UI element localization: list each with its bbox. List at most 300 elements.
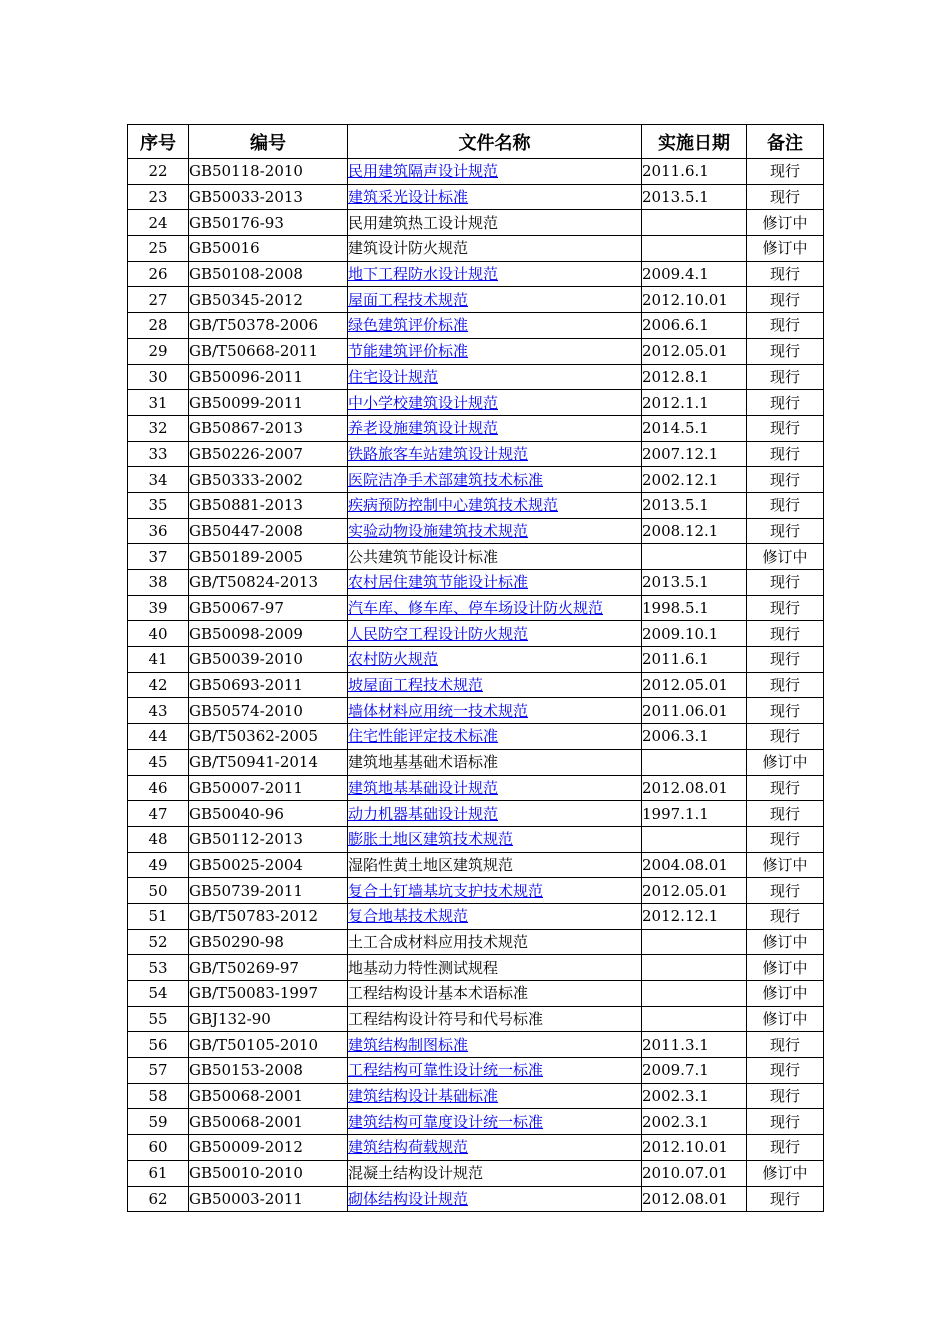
row-date-text: 2006.6.1 bbox=[642, 316, 709, 335]
row-seq-text: 29 bbox=[148, 342, 168, 361]
row-seq bbox=[128, 544, 189, 570]
row-date-text: 2013.5.1 bbox=[642, 188, 709, 207]
status-text: 现行 bbox=[769, 521, 800, 540]
row-name bbox=[348, 955, 642, 981]
row-code-text: GB50118-2010 bbox=[189, 162, 303, 181]
standard-link[interactable]: 住宅设计规范 bbox=[348, 367, 439, 386]
row-seq bbox=[128, 595, 189, 621]
table-row bbox=[128, 801, 824, 827]
row-code bbox=[189, 903, 348, 929]
status-text: 现行 bbox=[769, 419, 800, 438]
table-row bbox=[128, 647, 824, 673]
row-code bbox=[189, 159, 348, 185]
row-seq-text: 35 bbox=[148, 496, 168, 515]
row-seq-text: 45 bbox=[148, 753, 168, 772]
row-status bbox=[747, 390, 824, 416]
row-code bbox=[189, 441, 348, 467]
status-text: 现行 bbox=[769, 907, 800, 926]
row-date-text: 2014.5.1 bbox=[642, 419, 709, 438]
row-status bbox=[747, 903, 824, 929]
row-code-text: GB50067-97 bbox=[189, 599, 284, 618]
standard-link[interactable]: 养老设施建筑设计规范 bbox=[348, 419, 499, 438]
row-seq-text: 59 bbox=[148, 1112, 168, 1131]
table-body bbox=[128, 159, 824, 1212]
status-text: 修订中 bbox=[762, 958, 808, 977]
row-seq bbox=[128, 852, 189, 878]
row-code bbox=[189, 1186, 348, 1212]
row-seq bbox=[128, 287, 189, 313]
row-code bbox=[189, 929, 348, 955]
row-code-text: GB50009-2012 bbox=[189, 1138, 303, 1157]
row-seq bbox=[128, 338, 189, 364]
row-code bbox=[189, 698, 348, 724]
table-header-row bbox=[128, 125, 824, 159]
header-code: 编号 bbox=[189, 125, 348, 159]
standard-link[interactable]: 疾病预防控制中心建筑技术规范 bbox=[348, 496, 559, 515]
row-status bbox=[747, 1135, 824, 1161]
row-code-text: GB/T50269-97 bbox=[189, 958, 299, 977]
row-seq-text: 33 bbox=[148, 444, 168, 463]
row-seq bbox=[128, 826, 189, 852]
row-code bbox=[189, 313, 348, 339]
row-code-text: GB50693-2011 bbox=[189, 676, 303, 695]
status-text: 现行 bbox=[769, 188, 800, 207]
row-code-text: GB50033-2013 bbox=[189, 188, 303, 207]
row-date-text: 2009.10.1 bbox=[642, 624, 719, 643]
row-date bbox=[642, 775, 747, 801]
standard-link[interactable]: 复合地基技术规范 bbox=[348, 907, 469, 926]
row-date bbox=[642, 570, 747, 596]
table-row bbox=[128, 1032, 824, 1058]
status-text: 现行 bbox=[769, 1087, 800, 1106]
row-seq bbox=[128, 647, 189, 673]
row-date bbox=[642, 390, 747, 416]
row-code bbox=[189, 955, 348, 981]
status-text: 修订中 bbox=[762, 1164, 808, 1183]
row-seq-text: 46 bbox=[148, 778, 168, 797]
row-seq-text: 51 bbox=[148, 907, 168, 926]
status-text: 修订中 bbox=[762, 213, 808, 232]
status-text: 现行 bbox=[769, 804, 800, 823]
row-name bbox=[348, 672, 642, 698]
row-seq bbox=[128, 672, 189, 698]
row-name bbox=[348, 621, 642, 647]
row-date-text: 2012.10.01 bbox=[642, 1138, 728, 1157]
row-status bbox=[747, 210, 824, 236]
header-note: 备注 bbox=[747, 125, 824, 159]
row-seq bbox=[128, 929, 189, 955]
row-seq-text: 32 bbox=[148, 419, 168, 438]
row-seq bbox=[128, 1058, 189, 1084]
row-code bbox=[189, 775, 348, 801]
table-row bbox=[128, 210, 824, 236]
row-seq bbox=[128, 955, 189, 981]
row-name bbox=[348, 749, 642, 775]
table-row bbox=[128, 621, 824, 647]
row-seq bbox=[128, 441, 189, 467]
row-date-text: 2011.06.01 bbox=[642, 701, 728, 720]
row-status bbox=[747, 698, 824, 724]
standard-link[interactable]: 铁路旅客车站建筑设计规范 bbox=[348, 444, 529, 463]
status-text: 现行 bbox=[769, 1035, 800, 1054]
row-code-text: GB50447-2008 bbox=[189, 521, 303, 540]
standard-name: 土工合成材料应用技术规范 bbox=[348, 932, 529, 951]
standard-link[interactable]: 医院洁净手术部建筑技术标准 bbox=[348, 470, 544, 489]
row-seq-text: 41 bbox=[148, 650, 168, 669]
standard-link[interactable]: 农村居住建筑节能设计标准 bbox=[348, 573, 529, 592]
row-name bbox=[348, 1032, 642, 1058]
standard-link[interactable]: 复合土钉墙基坑支护技术规范 bbox=[348, 881, 544, 900]
row-code bbox=[189, 1058, 348, 1084]
table-row bbox=[128, 878, 824, 904]
row-date-text: 2012.1.1 bbox=[642, 393, 709, 412]
standard-name: 地基动力特性测试规程 bbox=[348, 958, 499, 977]
row-status bbox=[747, 775, 824, 801]
row-code-text: GB50345-2012 bbox=[189, 290, 303, 309]
row-seq bbox=[128, 364, 189, 390]
row-status bbox=[747, 544, 824, 570]
row-status bbox=[747, 313, 824, 339]
row-code bbox=[189, 261, 348, 287]
standard-name: 公共建筑节能设计标准 bbox=[348, 547, 499, 566]
status-text: 修订中 bbox=[762, 753, 808, 772]
row-code bbox=[189, 570, 348, 596]
row-date bbox=[642, 698, 747, 724]
row-code bbox=[189, 467, 348, 493]
row-date bbox=[642, 415, 747, 441]
row-date bbox=[642, 595, 747, 621]
table-row bbox=[128, 313, 824, 339]
table-row bbox=[128, 698, 824, 724]
row-seq-text: 53 bbox=[148, 958, 168, 977]
standard-link[interactable]: 地下工程防水设计规范 bbox=[348, 265, 499, 284]
standard-link[interactable]: 节能建筑评价标准 bbox=[348, 342, 469, 361]
row-seq-text: 44 bbox=[148, 727, 168, 746]
row-seq bbox=[128, 261, 189, 287]
row-code-text: GB50333-2002 bbox=[189, 470, 303, 489]
table-row bbox=[128, 955, 824, 981]
row-name bbox=[348, 1058, 642, 1084]
row-status bbox=[747, 878, 824, 904]
row-date bbox=[642, 1083, 747, 1109]
status-text: 现行 bbox=[769, 573, 800, 592]
row-code bbox=[189, 364, 348, 390]
row-status bbox=[747, 749, 824, 775]
status-text: 修订中 bbox=[762, 547, 808, 566]
row-status bbox=[747, 621, 824, 647]
standard-link[interactable]: 动力机器基础设计规范 bbox=[348, 804, 499, 823]
row-seq bbox=[128, 903, 189, 929]
row-seq-text: 31 bbox=[148, 393, 168, 412]
row-status bbox=[747, 826, 824, 852]
table-row bbox=[128, 544, 824, 570]
row-status bbox=[747, 467, 824, 493]
row-date bbox=[642, 801, 747, 827]
standard-link[interactable]: 膨胀土地区建筑技术规范 bbox=[348, 830, 514, 849]
status-text: 现行 bbox=[769, 650, 800, 669]
row-date bbox=[642, 313, 747, 339]
row-code-text: GB50096-2011 bbox=[189, 367, 303, 386]
standard-link[interactable]: 住宅性能评定技术标准 bbox=[348, 727, 499, 746]
row-name bbox=[348, 647, 642, 673]
status-text: 现行 bbox=[769, 830, 800, 849]
table-row bbox=[128, 1186, 824, 1212]
standard-link[interactable]: 农村防火规范 bbox=[348, 650, 439, 669]
row-status bbox=[747, 981, 824, 1007]
row-code-text: GB50574-2010 bbox=[189, 701, 303, 720]
row-code-text: GB50025-2004 bbox=[189, 855, 303, 874]
table-row bbox=[128, 1058, 824, 1084]
row-status bbox=[747, 801, 824, 827]
row-seq bbox=[128, 981, 189, 1007]
row-seq-text: 48 bbox=[148, 830, 168, 849]
table-row bbox=[128, 981, 824, 1007]
row-code-text: GB50010-2010 bbox=[189, 1164, 303, 1183]
table-row bbox=[128, 184, 824, 210]
row-name bbox=[348, 1083, 642, 1109]
row-code bbox=[189, 672, 348, 698]
status-text: 现行 bbox=[769, 162, 800, 181]
table-row bbox=[128, 441, 824, 467]
table-row bbox=[128, 1160, 824, 1186]
row-seq bbox=[128, 724, 189, 750]
row-status bbox=[747, 929, 824, 955]
table-row bbox=[128, 159, 824, 185]
table-row bbox=[128, 287, 824, 313]
standard-link[interactable]: 工程结构可靠性设计统一标准 bbox=[348, 1061, 544, 1080]
row-date bbox=[642, 184, 747, 210]
row-date-text: 2012.05.01 bbox=[642, 881, 728, 900]
standard-link[interactable]: 墙体材料应用统一技术规范 bbox=[348, 701, 529, 720]
row-date-text: 2009.7.1 bbox=[642, 1061, 709, 1080]
row-name bbox=[348, 1006, 642, 1032]
row-date bbox=[642, 441, 747, 467]
standard-link[interactable]: 建筑结构可靠度设计统一标准 bbox=[348, 1112, 544, 1131]
table-row bbox=[128, 1135, 824, 1161]
row-seq bbox=[128, 1186, 189, 1212]
row-status bbox=[747, 647, 824, 673]
status-text: 修订中 bbox=[762, 1010, 808, 1029]
row-status bbox=[747, 518, 824, 544]
status-text: 现行 bbox=[769, 393, 800, 412]
row-code bbox=[189, 1109, 348, 1135]
row-seq-text: 60 bbox=[148, 1138, 168, 1157]
row-code bbox=[189, 518, 348, 544]
row-code-text: GB50099-2011 bbox=[189, 393, 303, 412]
standard-link[interactable]: 人民防空工程设计防火规范 bbox=[348, 624, 529, 643]
table-row bbox=[128, 570, 824, 596]
table-row bbox=[128, 903, 824, 929]
row-status bbox=[747, 955, 824, 981]
status-text: 现行 bbox=[769, 599, 800, 618]
row-seq-text: 52 bbox=[148, 932, 168, 951]
row-name bbox=[348, 287, 642, 313]
table-row bbox=[128, 852, 824, 878]
row-code bbox=[189, 749, 348, 775]
row-seq bbox=[128, 518, 189, 544]
row-date bbox=[642, 544, 747, 570]
row-status bbox=[747, 1109, 824, 1135]
standard-name: 民用建筑热工设计规范 bbox=[348, 213, 499, 232]
row-date-text: 2007.12.1 bbox=[642, 444, 719, 463]
table-row bbox=[128, 595, 824, 621]
row-date-text: 2012.08.01 bbox=[642, 1189, 728, 1208]
row-date-text: 2002.12.1 bbox=[642, 470, 719, 489]
standard-name: 建筑地基基础术语标准 bbox=[348, 753, 499, 772]
row-status bbox=[747, 338, 824, 364]
row-status bbox=[747, 287, 824, 313]
row-code-text: GB/T50941-2014 bbox=[189, 753, 319, 772]
row-name bbox=[348, 570, 642, 596]
row-name bbox=[348, 390, 642, 416]
row-date bbox=[642, 1058, 747, 1084]
row-seq-text: 37 bbox=[148, 547, 168, 566]
standard-link[interactable]: 民用建筑隔声设计规范 bbox=[348, 162, 499, 181]
table-row bbox=[128, 672, 824, 698]
table-row bbox=[128, 492, 824, 518]
row-seq bbox=[128, 1032, 189, 1058]
status-text: 现行 bbox=[769, 676, 800, 695]
row-date bbox=[642, 1135, 747, 1161]
status-text: 现行 bbox=[769, 778, 800, 797]
row-name bbox=[348, 518, 642, 544]
row-status bbox=[747, 595, 824, 621]
row-seq bbox=[128, 1135, 189, 1161]
standard-link[interactable]: 中小学校建筑设计规范 bbox=[348, 393, 499, 412]
row-name bbox=[348, 1186, 642, 1212]
row-seq-text: 57 bbox=[148, 1061, 168, 1080]
row-code-text: GB50881-2013 bbox=[189, 496, 303, 515]
standard-link[interactable]: 绿色建筑评价标准 bbox=[348, 316, 469, 335]
row-date bbox=[642, 364, 747, 390]
standard-link[interactable]: 建筑结构设计基础标准 bbox=[348, 1087, 499, 1106]
row-seq bbox=[128, 570, 189, 596]
row-code bbox=[189, 390, 348, 416]
standard-link[interactable]: 建筑结构制图标准 bbox=[348, 1035, 469, 1054]
standard-link[interactable]: 建筑采光设计标准 bbox=[348, 188, 469, 207]
row-code-text: GB/T50362-2005 bbox=[189, 727, 319, 746]
row-date bbox=[642, 724, 747, 750]
table-row bbox=[128, 236, 824, 262]
row-date bbox=[642, 210, 747, 236]
row-date-text: 2013.5.1 bbox=[642, 496, 709, 515]
row-date-text: 2002.3.1 bbox=[642, 1087, 709, 1106]
standard-link[interactable]: 汽车库、修车库、停车场设计防火规范 bbox=[348, 599, 604, 618]
row-seq bbox=[128, 878, 189, 904]
row-code bbox=[189, 210, 348, 236]
table-row bbox=[128, 518, 824, 544]
row-code-text: GB/T50083-1997 bbox=[189, 984, 319, 1003]
status-text: 现行 bbox=[769, 444, 800, 463]
row-seq-text: 34 bbox=[148, 470, 168, 489]
header-seq: 序号 bbox=[128, 125, 189, 159]
row-seq-text: 54 bbox=[148, 984, 168, 1003]
row-date bbox=[642, 467, 747, 493]
row-status bbox=[747, 159, 824, 185]
row-seq bbox=[128, 749, 189, 775]
row-seq-text: 49 bbox=[148, 855, 168, 874]
row-seq-text: 30 bbox=[148, 367, 168, 386]
row-seq-text: 27 bbox=[148, 290, 168, 309]
table-row bbox=[128, 1083, 824, 1109]
row-code bbox=[189, 236, 348, 262]
row-seq-text: 55 bbox=[148, 1010, 168, 1029]
row-status bbox=[747, 1032, 824, 1058]
status-text: 现行 bbox=[769, 881, 800, 900]
standard-link[interactable]: 实验动物设施建筑技术规范 bbox=[348, 521, 529, 540]
status-text: 现行 bbox=[769, 290, 800, 309]
header-date: 实施日期 bbox=[642, 125, 747, 159]
standard-link[interactable]: 建筑地基基础设计规范 bbox=[348, 778, 499, 797]
row-name bbox=[348, 724, 642, 750]
row-code bbox=[189, 826, 348, 852]
row-name bbox=[348, 338, 642, 364]
row-seq-text: 62 bbox=[148, 1189, 168, 1208]
row-seq bbox=[128, 621, 189, 647]
table-row bbox=[128, 261, 824, 287]
row-status bbox=[747, 1083, 824, 1109]
status-text: 现行 bbox=[769, 1138, 800, 1157]
row-name bbox=[348, 159, 642, 185]
row-code bbox=[189, 544, 348, 570]
standard-name: 工程结构设计符号和代号标准 bbox=[348, 1010, 544, 1029]
standard-link[interactable]: 屋面工程技术规范 bbox=[348, 290, 469, 309]
standard-link[interactable]: 砌体结构设计规范 bbox=[348, 1189, 469, 1208]
status-text: 现行 bbox=[769, 367, 800, 386]
row-code-text: GBJ132-90 bbox=[189, 1010, 271, 1029]
status-text: 现行 bbox=[769, 496, 800, 515]
row-name bbox=[348, 210, 642, 236]
row-seq bbox=[128, 313, 189, 339]
row-status bbox=[747, 261, 824, 287]
row-date-text: 2012.8.1 bbox=[642, 367, 709, 386]
standard-link[interactable]: 建筑结构荷载规范 bbox=[348, 1138, 469, 1157]
row-seq-text: 40 bbox=[148, 624, 168, 643]
status-text: 现行 bbox=[769, 1112, 800, 1131]
row-status bbox=[747, 852, 824, 878]
row-date bbox=[642, 878, 747, 904]
table-row bbox=[128, 929, 824, 955]
table-row bbox=[128, 390, 824, 416]
row-date-text: 2011.3.1 bbox=[642, 1035, 709, 1054]
row-code bbox=[189, 287, 348, 313]
row-seq-text: 39 bbox=[148, 599, 168, 618]
row-seq-text: 24 bbox=[148, 213, 168, 232]
row-code bbox=[189, 1135, 348, 1161]
row-code-text: GB50016 bbox=[189, 239, 260, 258]
row-date-text: 2011.6.1 bbox=[642, 650, 709, 669]
row-date bbox=[642, 981, 747, 1007]
row-name bbox=[348, 801, 642, 827]
table-row bbox=[128, 1006, 824, 1032]
row-name bbox=[348, 467, 642, 493]
row-date-text: 2012.10.01 bbox=[642, 290, 728, 309]
standard-link[interactable]: 坡屋面工程技术规范 bbox=[348, 676, 484, 695]
table-row bbox=[128, 364, 824, 390]
row-code-text: GB50226-2007 bbox=[189, 444, 303, 463]
row-code-text: GB50040-96 bbox=[189, 804, 284, 823]
row-code bbox=[189, 1083, 348, 1109]
row-status bbox=[747, 364, 824, 390]
row-seq bbox=[128, 184, 189, 210]
row-date-text: 2006.3.1 bbox=[642, 727, 709, 746]
row-date bbox=[642, 1109, 747, 1135]
row-code bbox=[189, 1032, 348, 1058]
row-name bbox=[348, 1109, 642, 1135]
row-code bbox=[189, 852, 348, 878]
row-seq bbox=[128, 415, 189, 441]
row-seq-text: 61 bbox=[148, 1164, 168, 1183]
